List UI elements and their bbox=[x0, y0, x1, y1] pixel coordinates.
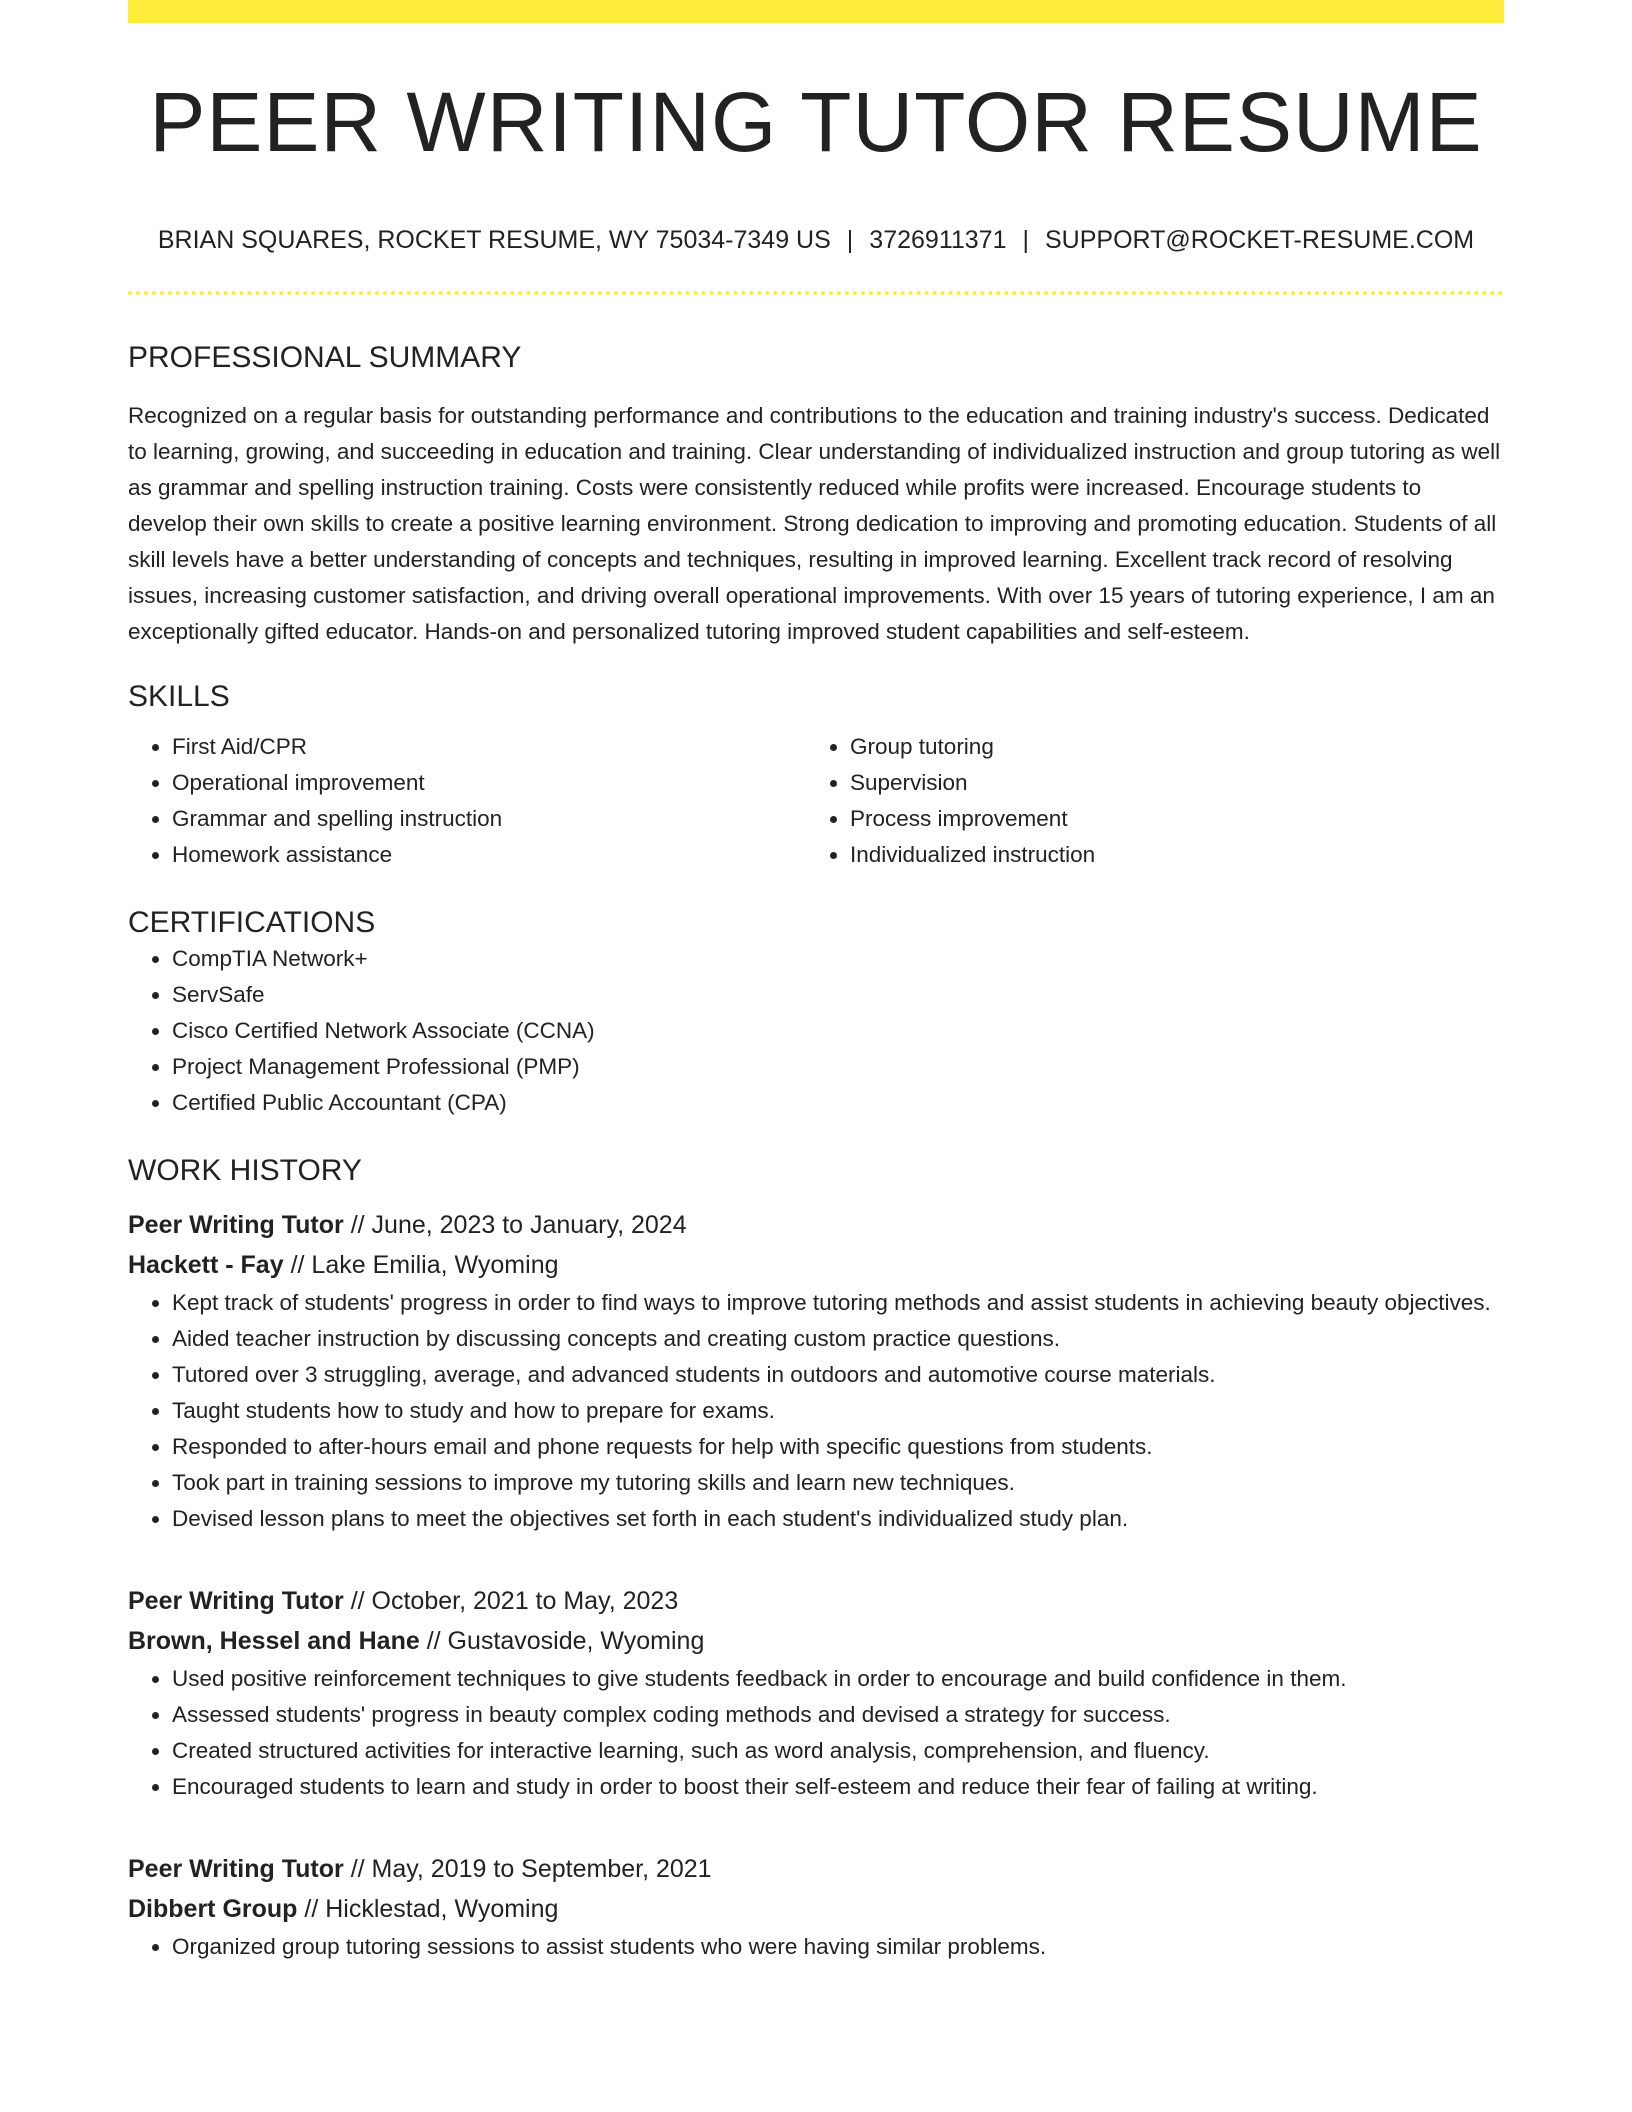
resume-page bbox=[128, 0, 1504, 1965]
job-title-line bbox=[128, 1581, 1504, 1621]
contact-phone: 3726911371 bbox=[869, 226, 1007, 254]
job-bullet: • Encouraged students to learn and study in order to boost their self-esteem and reduce their fear of failing at writing. bbox=[172, 1769, 1504, 1805]
job-bullet: • Kept track of students' progress in order to find ways to improve tutoring methods and assist students in achieving beauty objectives. bbox=[172, 1285, 1504, 1321]
skills-column-left bbox=[128, 729, 806, 873]
skills-heading: SKILLS bbox=[128, 680, 230, 713]
job-entry bbox=[128, 1205, 1504, 1537]
job-entry bbox=[128, 1849, 1504, 1965]
job-bullet: • Created structured activities for interactive learning, such as word analysis, comprehension, and fluency. bbox=[172, 1733, 1504, 1769]
job-location: // Hicklestad, Wyoming bbox=[304, 1895, 559, 1923]
job-company: Hackett - Fay bbox=[128, 1251, 284, 1279]
skill-item: • Grammar and spelling instruction bbox=[172, 801, 806, 837]
job-bullet-list bbox=[128, 1929, 1504, 1965]
job-company: Brown, Hessel and Hane bbox=[128, 1627, 420, 1655]
contact-email: SUPPORT@ROCKET-RESUME.COM bbox=[1044, 226, 1475, 254]
job-entry bbox=[128, 1581, 1504, 1805]
job-company: Dibbert Group bbox=[128, 1895, 298, 1923]
skill-item: • Process improvement bbox=[850, 801, 1484, 837]
contact-line bbox=[128, 225, 1504, 255]
job-bullet: • Took part in training sessions to improve my tutoring skills and learn new techniques. bbox=[172, 1465, 1504, 1501]
skills-columns bbox=[128, 729, 1504, 873]
job-bullet: • Organized group tutoring sessions to assist students who were having similar problems. bbox=[172, 1929, 1504, 1965]
job-location: // Gustavoside, Wyoming bbox=[426, 1627, 705, 1655]
job-company-line bbox=[128, 1245, 1504, 1285]
certification-item: • Cisco Certified Network Associate (CCNA) bbox=[172, 1013, 1504, 1049]
skill-item: • Homework assistance bbox=[172, 837, 806, 873]
certifications-heading: CERTIFICATIONS bbox=[128, 906, 376, 939]
contact-address: BRIAN SQUARES, ROCKET RESUME, WY 75034-7349 US bbox=[157, 226, 831, 254]
summary-heading: PROFESSIONAL SUMMARY bbox=[128, 341, 522, 374]
top-accent-bar bbox=[128, 0, 1504, 23]
skill-item: • First Aid/CPR bbox=[172, 729, 806, 765]
job-bullet: • Responded to after-hours email and phone requests for help with specific questions from students. bbox=[172, 1429, 1504, 1465]
certification-item: • Project Management Professional (PMP) bbox=[172, 1049, 1504, 1085]
job-title-line bbox=[128, 1849, 1504, 1889]
job-bullet: • Devised lesson plans to meet the objectives set forth in each student's individualized study plan. bbox=[172, 1501, 1504, 1537]
job-bullet: • Tutored over 3 struggling, average, and advanced students in outdoors and automotive course materials. bbox=[172, 1357, 1504, 1393]
job-bullet: • Aided teacher instruction by discussing concepts and creating custom practice questions. bbox=[172, 1321, 1504, 1357]
certification-item: • Certified Public Accountant (CPA) bbox=[172, 1085, 1504, 1121]
job-location: // Lake Emilia, Wyoming bbox=[290, 1251, 559, 1279]
contact-separator: | bbox=[846, 226, 854, 254]
summary-text: Recognized on a regular basis for outstanding performance and contributions to the education and training industry's success. Dedicated to learning, growing, and succeeding in education and training. Clear understanding of individualized instruction and group tutoring as well as grammar and spelling instruction training. Costs were consistently reduced while profits were increased. Encourage students to develop their own skills to create a positive learning environment. Strong dedication to improving and promoting education. Students of all skill levels have a better understanding of concepts and techniques, resulting in improved learning. Excellent track record of resolving issues, increasing customer satisfaction, and driving overall operational improvements. With over 15 years of tutoring experience, I am an exceptionally gifted educator. Hands-on and personalized tutoring improved student capabilities and self-esteem. bbox=[128, 403, 1501, 644]
job-dates: // October, 2021 to May, 2023 bbox=[350, 1587, 679, 1615]
job-title-line bbox=[128, 1205, 1504, 1245]
skill-item: • Group tutoring bbox=[850, 729, 1484, 765]
certifications-list bbox=[128, 941, 1504, 1121]
job-title: Peer Writing Tutor bbox=[128, 1855, 344, 1883]
job-company-line bbox=[128, 1621, 1504, 1661]
job-title: Peer Writing Tutor bbox=[128, 1211, 344, 1239]
skill-item: • Individualized instruction bbox=[850, 837, 1484, 873]
certification-item: • CompTIA Network+ bbox=[172, 941, 1504, 977]
job-bullet: • Taught students how to study and how to prepare for exams. bbox=[172, 1393, 1504, 1429]
dotted-divider bbox=[128, 291, 1504, 295]
contact-separator: | bbox=[1022, 226, 1029, 254]
resume-title: PEER WRITING TUTOR RESUME bbox=[149, 75, 1483, 169]
skill-item: • Operational improvement bbox=[172, 765, 806, 801]
skill-item: • Supervision bbox=[850, 765, 1484, 801]
job-bullet-list bbox=[128, 1661, 1504, 1805]
work-history-list bbox=[128, 1205, 1504, 1965]
job-dates: // May, 2019 to September, 2021 bbox=[350, 1855, 712, 1883]
job-bullet: • Assessed students' progress in beauty complex coding methods and devised a strategy for success. bbox=[172, 1697, 1504, 1733]
skills-list-left bbox=[128, 729, 806, 873]
job-company-line bbox=[128, 1889, 1504, 1929]
certification-item: • ServSafe bbox=[172, 977, 1504, 1013]
job-title: Peer Writing Tutor bbox=[128, 1587, 344, 1615]
job-bullet-list bbox=[128, 1285, 1504, 1537]
skills-column-right bbox=[806, 729, 1484, 873]
job-bullet: • Used positive reinforcement techniques to give students feedback in order to encourage and build confidence in them. bbox=[172, 1661, 1504, 1697]
skills-list-right bbox=[806, 729, 1484, 873]
job-dates: // June, 2023 to January, 2024 bbox=[350, 1211, 687, 1239]
work-history-heading: WORK HISTORY bbox=[128, 1154, 362, 1187]
